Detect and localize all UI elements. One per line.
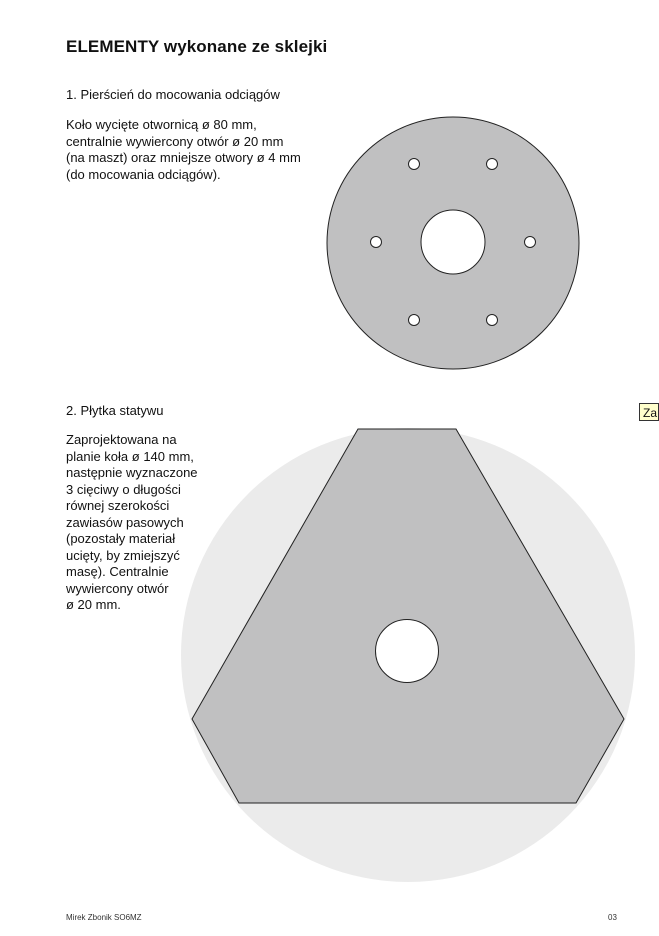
ring-small-hole — [525, 237, 536, 248]
ring-small-hole — [487, 159, 498, 170]
ring-small-hole — [409, 315, 420, 326]
text-line: (pozostały materiał — [66, 531, 176, 546]
footer-author: Mirek Zbonik SO6MZ — [66, 913, 142, 922]
ring-small-hole — [487, 315, 498, 326]
text-line: planie koła ø 140 mm, — [66, 448, 194, 464]
text-line: wywiercony otwór — [66, 580, 169, 596]
text-line: (na maszt) oraz mniejsze otwory ø 4 mm — [66, 150, 301, 165]
page-title: ELEMENTY wykonane ze sklejki — [66, 37, 328, 56]
ring-small-hole — [409, 159, 420, 170]
page-number: 03 — [608, 913, 617, 922]
text-line: 3 cięciwy o długości — [66, 481, 181, 497]
text-line: Koło wycięte otwornicą ø 80 mm, — [66, 117, 257, 132]
text-line: ø 20 mm. — [66, 597, 121, 612]
text-line: ucięty, by zmiejszyć — [66, 547, 180, 563]
text-line: (do mocowania odciągów). — [66, 166, 221, 182]
text-line: Zaprojektowana na — [66, 432, 177, 447]
plate-center-hole — [376, 620, 439, 683]
text-line: zawiasów pasowych — [66, 514, 184, 530]
ring-small-hole — [371, 237, 382, 248]
side-tab[interactable]: Za — [639, 403, 659, 421]
text-line: następnie wyznaczone — [66, 465, 198, 480]
section-1-heading: 1. Pierścień do mocowania odciągów — [66, 87, 280, 102]
text-line: centralnie wywiercony otwór ø 20 mm — [66, 133, 284, 149]
ring-center-hole — [421, 210, 485, 274]
text-line: równej szerokości — [66, 498, 170, 513]
section-2-text — [66, 432, 226, 614]
tripod-plate-diagram-icon — [192, 429, 624, 803]
text-line: masę). Centralnie — [66, 564, 169, 579]
section-2-heading: 2. Płytka statywu — [66, 403, 164, 418]
